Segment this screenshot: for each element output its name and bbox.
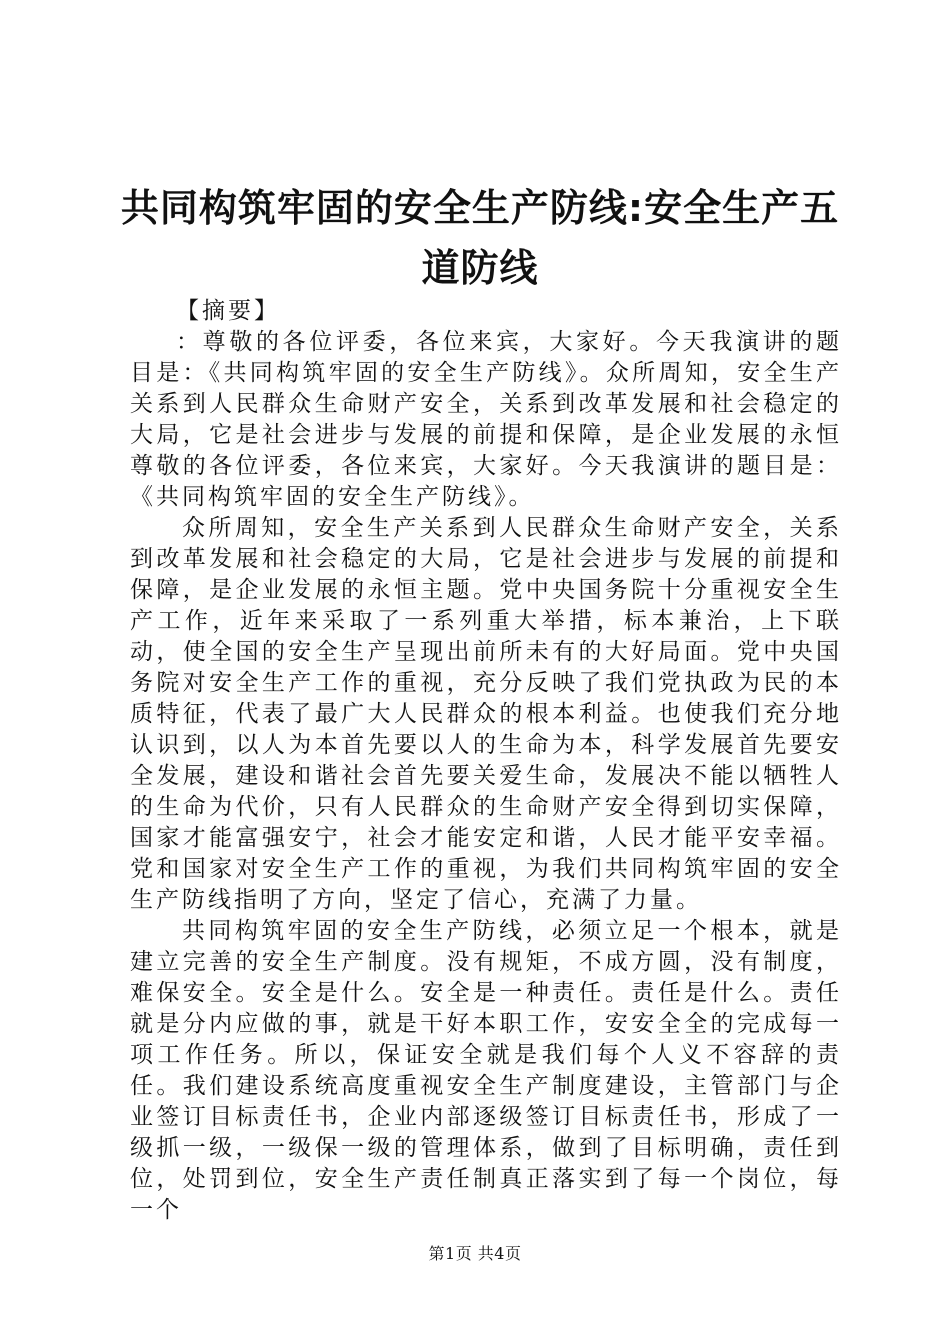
page-footer: 第1页 共4页 xyxy=(428,1244,522,1263)
abstract-text: ：尊敬的各位评委，各位来宾，大家好。今天我演讲的题目是：《共同构筑牢固的安全生产防线》。众所周知，安全生产关系到人民群众生命财产安全，关系到改革发展和社会稳定的大局，它是社会进步与发展的前提和保障，是企业发展的永恒尊敬的各位评委，各位来宾，大家好。今天我演讲的题目是：《共同构筑牢固的安全生产防线》。 xyxy=(130,329,842,510)
body-paragraph-2: 共同构筑牢固的安全生产防线，必须立足一个根本，就是建立完善的安全生产制度。没有规矩，不成方圆，没有制度，难保安全。安全是什么。安全是一种责任。责任是什么。责任就是分内应做的事，就是干好本职工作，安安全全的完成每一项工作任务。所以，保证安全就是我们每个人义不容辞的责任。我们建设系统高度重视安全生产制度建设，主管部门与企业签订目标责任书，企业内部逐级签订目标责任书，形成了一级抓一级，一级保一级的管理体系，做到了目标明确，责任到位，处罚到位，安全生产责任制真正落实到了每一个岗位，每一个 xyxy=(130,918,842,1223)
document-body xyxy=(130,296,842,1226)
document-title: 共同构筑牢固的安全生产防线:安全生产五道防线 xyxy=(120,186,840,290)
body-paragraph-1: 众所周知，安全生产关系到人民群众生命财产安全，关系到改革发展和社会稳定的大局，它是社会进步与发展的前提和保障，是企业发展的永恒主题。党中央国务院十分重视安全生产工作，近年来采取了一系列重大举措，标本兼治，上下联动，使全国的安全生产呈现出前所未有的大好局面。党中央国务院对安全生产工作的重视，充分反映了我们党执政为民的本质特征，代表了最广大人民群众的根本利益。也使我们充分地认识到，以人为本首先要以人的生命为本，科学发展首先要安全发展，建设和谐社会首先要关爱生命，发展决不能以牺牲人的生命为代价，只有人民群众的生命财产安全得到切实保障，国家才能富强安宁，社会才能安定和谐，人民才能平安幸福。党和国家对安全生产工作的重视，为我们共同构筑牢固的安全生产防线指明了方向，坚定了信心，充满了力量。 xyxy=(130,515,842,913)
abstract-label: 【摘要】 xyxy=(176,298,280,324)
